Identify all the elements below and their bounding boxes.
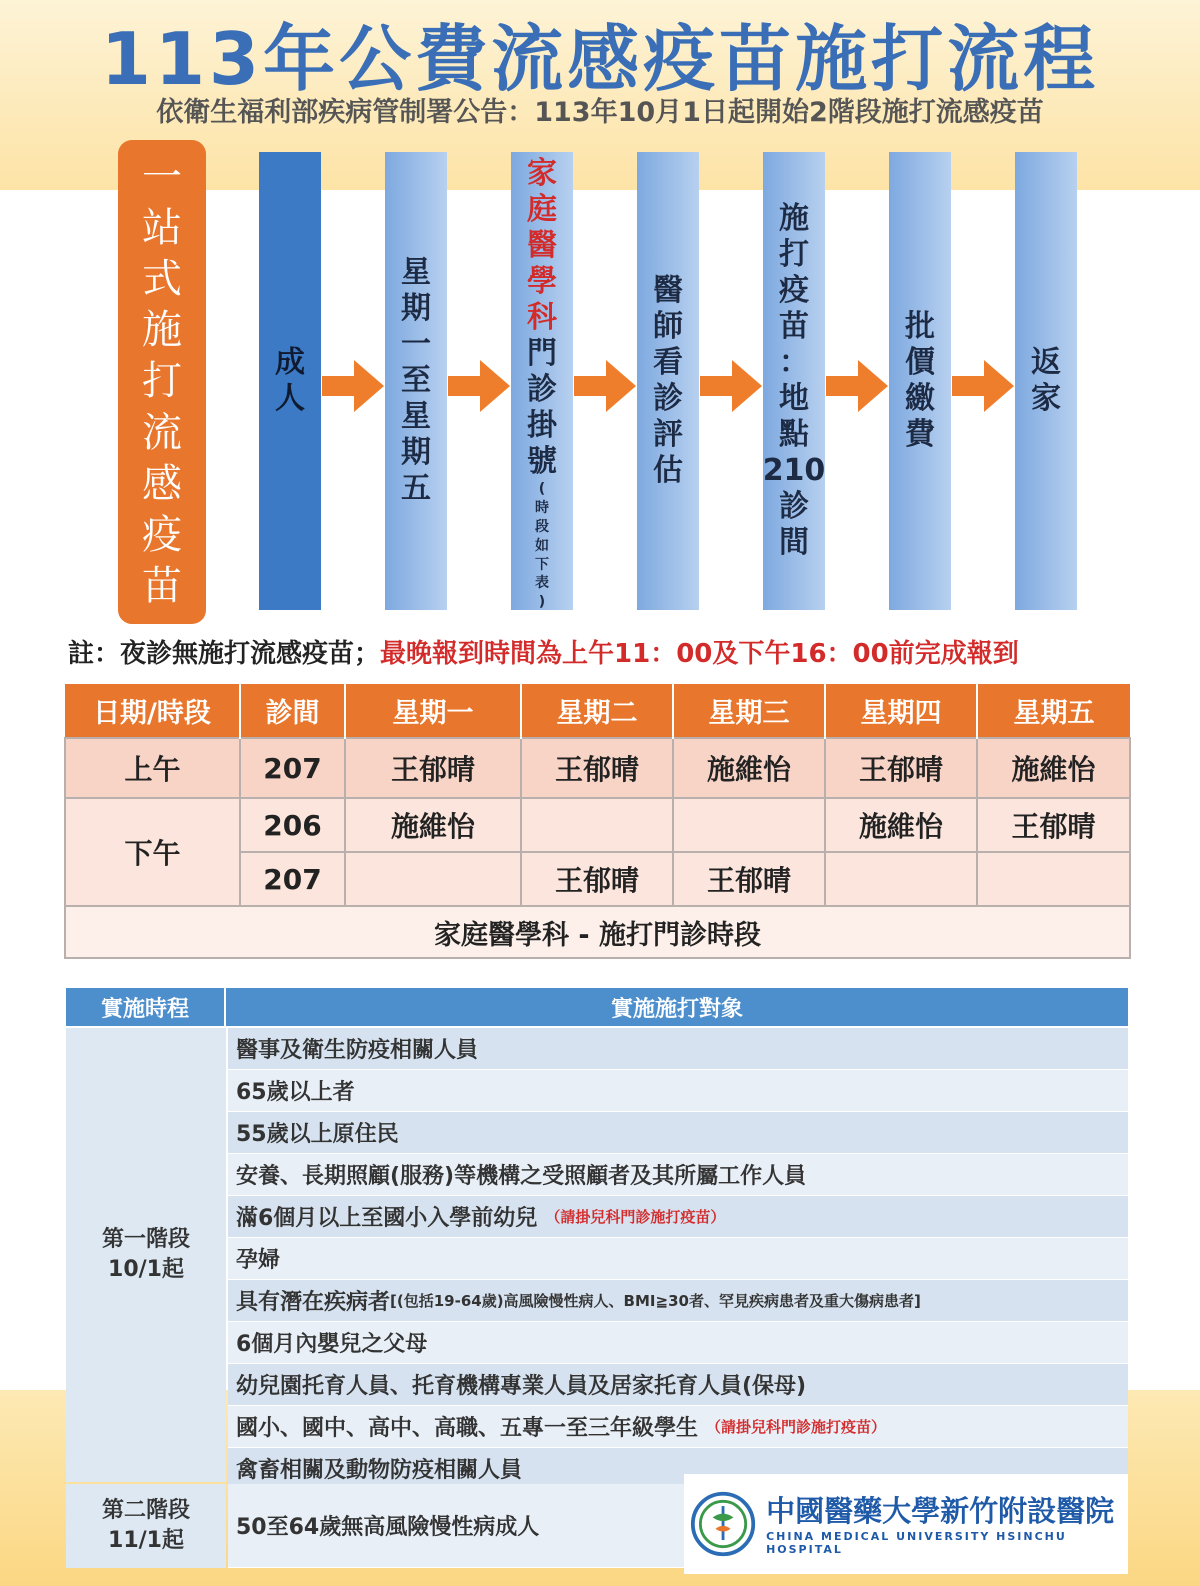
header-cell: 星期一 — [345, 684, 521, 738]
target-text: 滿6個月以上至國小入學前幼兒 — [236, 1206, 538, 1231]
flow-step-label: 醫 師 看 診 評 估 — [653, 273, 683, 488]
flow-step-payment — [889, 152, 951, 610]
stage-one-date: 10/1起 — [108, 1257, 184, 1282]
phase-header-target: 實施施打對象 — [610, 996, 743, 1022]
table-caption: 家庭醫學科 - 施打門診時段 — [65, 906, 1130, 958]
flow-step-adult — [259, 152, 321, 610]
target-item — [228, 1112, 1128, 1154]
clinic-schedule-table — [64, 684, 1131, 959]
time-note — [68, 636, 1168, 672]
flow-step-dept: 家 庭 醫 學 科 — [527, 156, 557, 335]
table-cell: 王郁晴 — [345, 738, 521, 798]
flow-step-days — [385, 152, 447, 610]
table-cell — [345, 852, 521, 906]
flow-step-assessment — [637, 152, 699, 610]
table-caption-row — [65, 906, 1130, 958]
phase-header-stage: 實施時程 — [66, 988, 226, 1026]
slot-cell: 上午 — [65, 738, 240, 798]
target-item — [228, 1280, 1128, 1322]
flow-step-registration — [511, 152, 573, 610]
table-cell: 施維怡 — [673, 738, 825, 798]
table-cell: 207 — [240, 852, 345, 906]
header-cell: 星期二 — [521, 684, 673, 738]
arrow-right-icon — [448, 358, 510, 414]
note-text: 註：夜診無施打流感疫苗； — [68, 639, 381, 669]
table-cell: 施維怡 — [825, 798, 977, 852]
target-text: 具有潛在疾病者 — [236, 1290, 391, 1315]
stage-one-name: 第一階段 — [101, 1227, 190, 1252]
target-item — [228, 1154, 1128, 1196]
table-row — [65, 798, 1130, 852]
table-cell — [825, 852, 977, 906]
target-note: （請掛兒科門診施打疫苗） — [706, 1418, 887, 1436]
target-text: 國小、國中、高中、高職、五專一至三年級學生 — [236, 1416, 699, 1441]
table-cell — [977, 852, 1130, 906]
arrow-right-icon — [322, 358, 384, 414]
table-header-row — [65, 684, 1130, 738]
target-item — [228, 1070, 1128, 1112]
flow-start-label: 一 站 式 施 打 流 感 疫 苗 — [142, 153, 182, 610]
stage-two-date: 11/1起 — [108, 1528, 184, 1553]
stage-two — [66, 1484, 226, 1568]
table-cell: 王郁晴 — [673, 852, 825, 906]
target-text: 6個月內嬰兒之父母 — [236, 1332, 428, 1357]
target-item — [228, 1406, 1128, 1448]
target-text: 65歲以上者 — [236, 1080, 355, 1105]
target-text: 孕婦 — [236, 1248, 281, 1273]
flow-step-label: 成 人 — [275, 345, 305, 416]
table-cell — [673, 798, 825, 852]
target-detail: [(包括19-64歲)高風險慢性病人、BMI≧30者、罕見疾病患者及重大傷病患者] — [390, 1292, 921, 1310]
header-cell: 診間 — [240, 684, 345, 738]
arrow-right-icon — [700, 358, 762, 414]
target-text: 醫事及衛生防疫相關人員 — [236, 1038, 479, 1063]
table-cell: 施維怡 — [345, 798, 521, 852]
target-item — [228, 1322, 1128, 1364]
header-cell: 星期三 — [673, 684, 825, 738]
header-cell: 日期/時段 — [65, 684, 240, 738]
header-cell: 星期五 — [977, 684, 1130, 738]
flow-start-box — [118, 140, 206, 624]
note-deadline: 最晚報到時間為上午11：00及下午16：00前完成報到 — [380, 639, 1019, 669]
page-title: 113年公費流感疫苗施打流程 — [100, 17, 1100, 101]
target-text: 禽畜相關及動物防疫相關人員 — [236, 1458, 523, 1483]
table-cell: 王郁晴 — [521, 852, 673, 906]
target-text: 安養、長期照顧(服務)等機構之受照顧者及其所屬工作人員 — [236, 1164, 807, 1189]
slot-cell: 下午 — [65, 798, 240, 906]
target-text: 55歲以上原住民 — [236, 1122, 399, 1147]
hospital-emblem-icon — [690, 1489, 756, 1559]
stage-one-targets — [228, 1028, 1128, 1490]
target-text: 50至64歲無高風險慢性病成人 — [236, 1515, 540, 1540]
flow-step-label: 批 價 繳 費 — [905, 309, 935, 452]
target-item — [228, 1028, 1128, 1070]
page-subtitle: 依衛生福利部疾病管制署公告：113年10月1日起開始2階段施打流感疫苗 — [156, 97, 1044, 128]
table-cell: 王郁晴 — [521, 738, 673, 798]
target-text: 幼兒園托育人員、托育機構專業人員及居家托育人員(保母) — [236, 1374, 807, 1399]
flow-step-label: 星 期 一 至 星 期 五 — [401, 255, 431, 506]
phase-header — [66, 988, 1128, 1026]
target-item — [228, 1196, 1128, 1238]
target-note: （請掛兒科門診施打疫苗） — [545, 1208, 726, 1226]
table-cell — [521, 798, 673, 852]
flow-step-home — [1015, 152, 1077, 610]
table-row — [65, 738, 1130, 798]
stage-one — [66, 1028, 226, 1482]
hospital-name-zh: 中國醫藥大學新竹附設醫院 — [766, 1494, 1115, 1528]
flow-step-label: 門 診 掛 號 — [527, 336, 557, 479]
stage-two-name: 第二階段 — [101, 1498, 190, 1523]
table-cell: 207 — [240, 738, 345, 798]
target-item — [228, 1238, 1128, 1280]
arrow-right-icon — [952, 358, 1014, 414]
table-cell: 王郁晴 — [825, 738, 977, 798]
hospital-logo — [684, 1474, 1128, 1574]
header-cell: 星期四 — [825, 684, 977, 738]
flow-step-label: 施 打 疫 苗 ： 地 點 210 診 間 — [762, 201, 826, 560]
table-cell: 王郁晴 — [977, 798, 1130, 852]
table-cell: 206 — [240, 798, 345, 852]
flow-step-note: ( 時 段 如 下 表 ) — [535, 481, 549, 611]
flow-step-label: 返 家 — [1031, 345, 1061, 416]
arrow-right-icon — [574, 358, 636, 414]
arrow-right-icon — [826, 358, 888, 414]
flow-step-vaccination — [763, 152, 825, 610]
table-cell: 施維怡 — [977, 738, 1130, 798]
target-item — [228, 1364, 1128, 1406]
hospital-name-en: CHINA MEDICAL UNIVERSITY HSINCHU HOSPITAL — [766, 1530, 1067, 1556]
